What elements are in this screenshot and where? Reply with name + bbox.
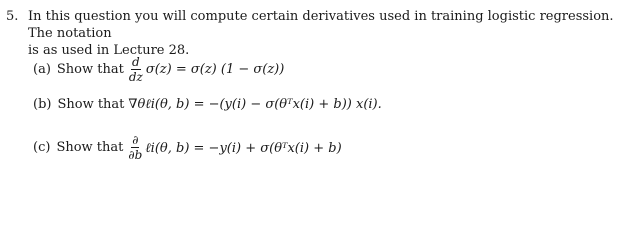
part-a-formula — [146, 62, 284, 77]
part-c-frac-numerator: ∂ — [132, 133, 139, 147]
problem-statement — [6, 8, 630, 59]
part-a-frac-denominator: dz — [128, 70, 143, 84]
intro-line-2: is as used in Lecture 28. — [28, 43, 190, 58]
part-a-formula-text: σ(z) = σ(z) (1 − σ(z)) — [145, 62, 285, 77]
problem-number: 5. — [6, 9, 19, 24]
part-a-derivative-operator — [128, 56, 144, 83]
part-a-frac-numerator: d — [132, 55, 140, 69]
intro-line-1: In this question you will compute certain derivatives used in training logistic regression. The notation — [28, 9, 614, 41]
part-b-formula: ∇θℓi(θ, b) = −(y(i) − σ(θᵀx(i) + b)) x(i). — [128, 97, 382, 112]
part-c-label: (c) — [33, 140, 51, 155]
part-b — [33, 96, 382, 112]
part-b-prefix: Show that — [57, 96, 125, 112]
part-c — [33, 134, 342, 161]
part-a — [33, 56, 284, 83]
part-a-prefix: Show that — [56, 62, 124, 77]
part-c-prefix: Show that — [56, 140, 124, 155]
part-c-formula: ℓi(θ, b) = −y(i) + σ(θᵀx(i) + b) — [145, 140, 342, 156]
part-c-frac-denominator: ∂b — [128, 148, 143, 162]
part-a-label: (a) — [33, 62, 51, 77]
part-b-label: (b) — [33, 96, 52, 112]
problem-intro — [6, 8, 630, 42]
part-c-partial-operator — [127, 134, 143, 161]
